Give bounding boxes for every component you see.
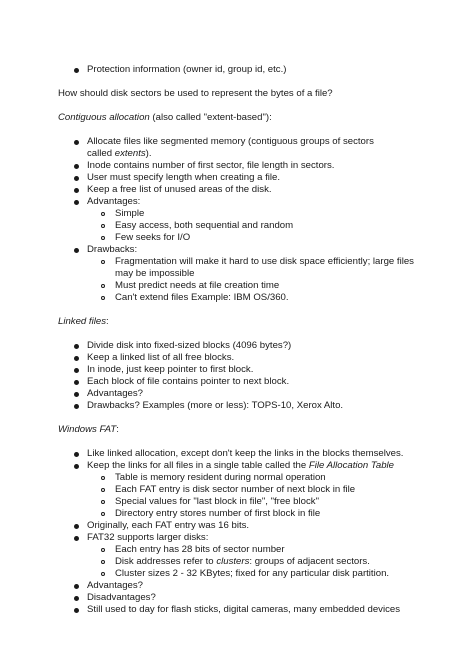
italic-term: File Allocation Table (308, 460, 395, 471)
list-item: Drawbacks: (87, 244, 138, 255)
italic-term: extents (114, 148, 146, 159)
bullet-circle-icon (101, 260, 105, 264)
list-item: Like linked allocation, except don't keep the links in the blocks themselves. (87, 448, 404, 459)
bullet-disc-icon (74, 356, 79, 361)
list-item: User must specify length when creating a file. (87, 172, 281, 183)
list-item: Table is memory resident during normal operation (115, 472, 326, 483)
bullet-disc-icon (74, 524, 79, 529)
section-heading (58, 111, 272, 124)
section-heading (58, 315, 109, 328)
list-item: Each block of file contains pointer to next block. (87, 376, 290, 387)
text-run: : groups of adjacent sectors. (249, 556, 370, 567)
list-item: Keep a free list of unused areas of the disk. (87, 184, 272, 195)
list-item: Protection information (owner id, group id, etc.) (87, 64, 287, 75)
bullet-circle-icon (101, 212, 105, 216)
heading-rest: : (116, 424, 119, 435)
list-item: Allocate files like segmented memory (contiguous groups of sectors (87, 136, 374, 147)
list-item: Easy access, both sequential and random (115, 220, 294, 231)
list-item: FAT32 supports larger disks: (87, 532, 209, 543)
list-item: Must predict needs at file creation time (115, 280, 280, 291)
list-item: Still used to day for flash sticks, digital cameras, many embedded devices (87, 604, 401, 615)
list-item: Few seeks for I/O (115, 232, 191, 243)
text-run: ). (145, 148, 152, 159)
heading-rest: (also called "extent-based"): (149, 112, 272, 123)
text-run: Keep the links for all files in a single table called the (87, 460, 309, 471)
bullet-circle-icon (101, 500, 105, 504)
bullet-disc-icon (74, 200, 79, 205)
bullet-disc-icon (74, 452, 79, 457)
bullet-disc-icon (74, 248, 79, 253)
list-item: Drawbacks? Examples (more or less): TOPS-10, Xerox Alto. (87, 400, 344, 411)
heading-emphasis: Windows FAT (58, 424, 117, 435)
heading-rest: : (106, 316, 109, 327)
bullet-circle-icon (101, 296, 105, 300)
bullet-disc-icon (74, 392, 79, 397)
list-item: Keep a linked list of all free blocks. (87, 352, 235, 363)
bullet-disc-icon (74, 464, 79, 469)
heading-emphasis: Linked files (58, 316, 106, 327)
bullet-circle-icon (101, 548, 105, 552)
bullet-disc-icon (74, 596, 79, 601)
list-item: Advantages? (87, 580, 144, 591)
bullet-disc-icon (74, 608, 79, 613)
list-item: Inode contains number of first sector, file length in sectors. (87, 160, 335, 171)
bullet-disc-icon (74, 176, 79, 181)
text-run: Disk addresses refer to (115, 556, 217, 567)
bullet-disc-icon (74, 344, 79, 349)
bullet-disc-icon (74, 536, 79, 541)
bullet-disc-icon (74, 368, 79, 373)
list-item: Cluster sizes 2 - 32 KBytes; fixed for any particular disk partition. (115, 568, 390, 579)
list-item: Divide disk into fixed-sized blocks (4096 bytes?) (87, 340, 292, 351)
list-item: In inode, just keep pointer to first block. (87, 364, 254, 375)
bullet-disc-icon (74, 380, 79, 385)
bullet-disc-icon (74, 164, 79, 169)
section-heading (58, 423, 119, 436)
list-item: Each entry has 28 bits of sector number (115, 544, 285, 555)
bullet-circle-icon (101, 512, 105, 516)
text-run: called (87, 148, 115, 159)
text-run: may be impossible (115, 268, 195, 279)
bullet-disc-icon (74, 188, 79, 193)
list-item: Fragmentation will make it hard to use disk space efficiently; large files (115, 256, 414, 267)
bullet-circle-icon (101, 284, 105, 288)
list-item: Each FAT entry is disk sector number of next block in file (115, 484, 356, 495)
bullet-circle-icon (101, 224, 105, 228)
list-item: Advantages? (87, 388, 144, 399)
italic-term: clusters (216, 556, 250, 567)
list-item: Advantages: (87, 196, 141, 207)
bullet-circle-icon (101, 560, 105, 564)
bullet-circle-icon (101, 476, 105, 480)
list-item: Special values for "last block in file", "free block" (115, 496, 319, 507)
bullet-disc-icon (74, 404, 79, 409)
list-item: Simple (115, 208, 145, 219)
list-item: Disadvantages? (87, 592, 156, 603)
paragraph: How should disk sectors be used to represent the bytes of a file? (58, 88, 333, 99)
bullet-disc-icon (74, 584, 79, 589)
bullet-circle-icon (101, 236, 105, 240)
list-item: Directory entry stores number of first block in file (115, 508, 321, 519)
heading-emphasis: Contiguous allocation (58, 112, 150, 123)
bullet-disc-icon (74, 68, 79, 73)
bullet-circle-icon (101, 488, 105, 492)
list-item: Can't extend files Example: IBM OS/360. (115, 292, 289, 303)
bullet-circle-icon (101, 572, 105, 576)
list-item: Originally, each FAT entry was 16 bits. (87, 520, 250, 531)
bullet-disc-icon (74, 140, 79, 145)
